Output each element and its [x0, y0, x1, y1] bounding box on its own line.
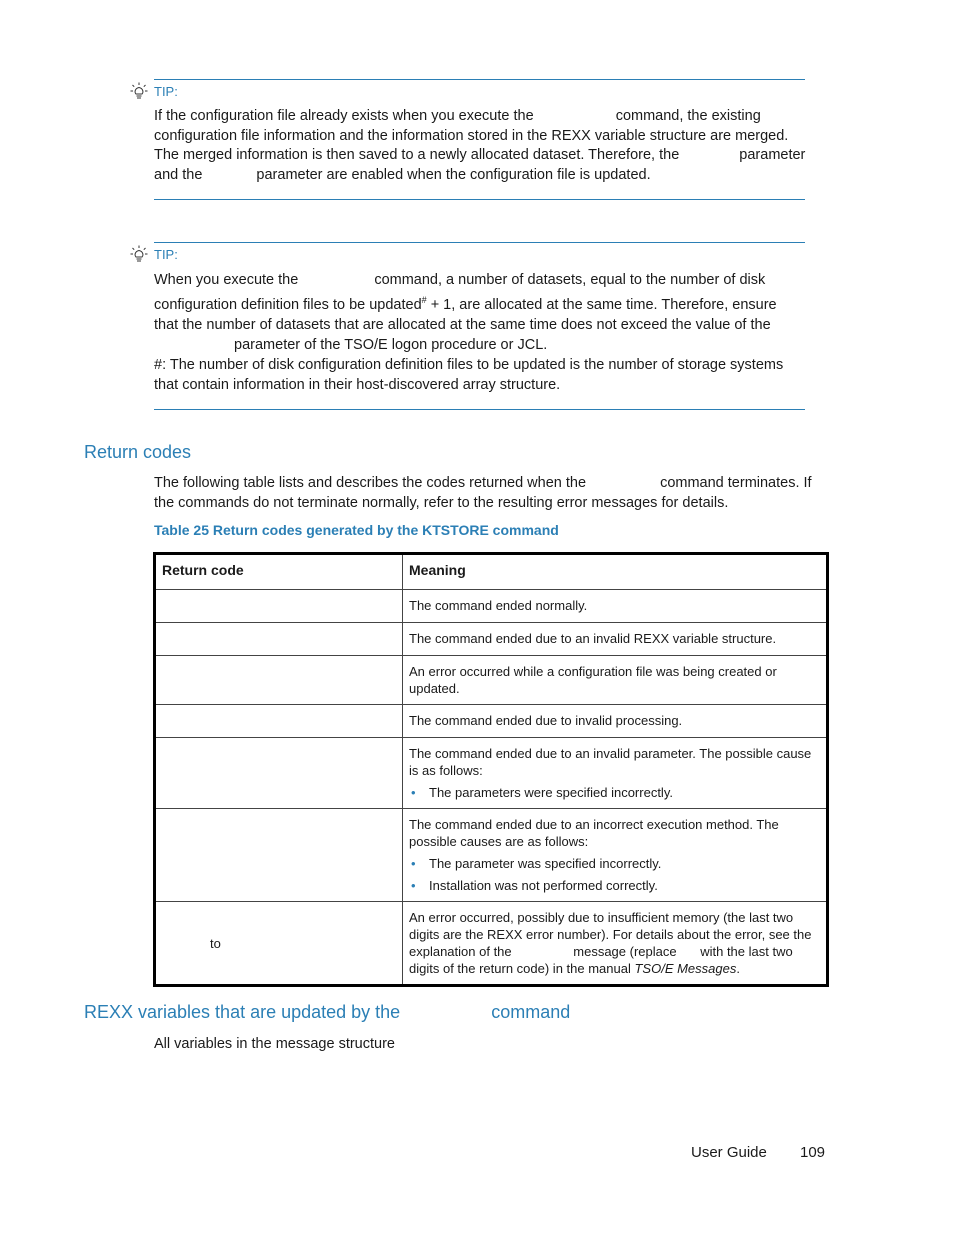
tip1-header: [130, 82, 178, 100]
rexx-heading: [84, 1002, 570, 1023]
tip2-text-b: command, a number of datasets, equal to the number of disk configuration definition files to be updated: [154, 272, 766, 313]
rexx-heading-b: command: [491, 1002, 571, 1022]
col-header-meaning: Meaning: [403, 554, 828, 590]
return-codes-table: [153, 552, 829, 987]
tip1-text-b: command, the existing configuration file information and the information stored in the REXX variable structure are merged. The merged information is then saved to a newly allocated dataset. Therefore, the: [154, 108, 789, 163]
meaning-cell: An error occurred while a configuration file was being created or updated.: [403, 656, 828, 705]
lightbulb-icon: [130, 245, 148, 263]
bullet-icon: •: [411, 785, 416, 800]
meaning-cell: The command ended due to an invalid REXX variable structure.: [403, 623, 828, 656]
meaning-text: The command ended due to an invalid parameter. The possible cause is as follows:: [409, 746, 812, 778]
list-item-text: The parameters were specified incorrectly.: [429, 785, 673, 800]
rexx-text: All variables in the message structure: [154, 1036, 395, 1052]
bullet-icon: •: [411, 878, 416, 893]
table-row: [155, 738, 828, 809]
table-row: [155, 902, 828, 986]
footer-page-number: 109: [800, 1144, 826, 1161]
tip1-bottom-rule: [154, 199, 805, 200]
return-codes-intro-a: The following table lists and describes the codes returned when the: [154, 475, 587, 491]
tip2-text-a: When you execute the: [154, 272, 299, 288]
tip2-header: [130, 245, 178, 263]
meaning-text-a: An error occurred, possibly due to insufficient memory (the last two digits are the REXX error number). For details about the error, see the explanation of the: [409, 910, 812, 959]
meaning-text-c: with the last two digits of the return code) in the manual: [409, 944, 793, 976]
tip2-top-rule: [154, 242, 805, 243]
return-code-cell: [155, 809, 403, 902]
table-row: [155, 809, 828, 902]
tip2-bottom-rule: [154, 409, 805, 410]
bullet-icon: •: [411, 856, 416, 871]
return-codes-heading: Return codes: [84, 442, 192, 462]
list-item-text: The parameter was specified incorrectly.: [429, 856, 662, 871]
return-code-cell: [155, 656, 403, 705]
tip1-text-c: parameter and the: [154, 147, 806, 183]
footer-guide: User Guide: [691, 1144, 767, 1161]
return-code-cell: [155, 738, 403, 809]
tip2-label: TIP:: [154, 246, 178, 262]
table-row: [155, 656, 828, 705]
list-item: [409, 784, 820, 801]
meaning-cell: [403, 902, 828, 986]
tip1-text-a: If the configuration file already exists when you execute the: [154, 108, 534, 124]
meaning-cell: [403, 738, 828, 809]
cause-list: [409, 855, 820, 894]
tip2-text-d: parameter of the TSO/E logon procedure or JCL.: [234, 336, 548, 353]
tip2-note: #: The number of disk configuration definition files to be updated is the number of storage systems that contain information in their host-discovered array structure.: [154, 357, 784, 393]
return-code-cell: [155, 902, 403, 986]
meaning-end: .: [736, 961, 740, 976]
list-item: [409, 855, 820, 872]
meaning-cell: The command ended due to invalid processing.: [403, 705, 828, 738]
list-item: [409, 877, 820, 894]
tip1-label: TIP:: [154, 83, 178, 99]
meaning-cell: The command ended normally.: [403, 590, 828, 623]
col-header-return-code: Return code: [155, 554, 403, 590]
tip2-text: [154, 270, 794, 355]
table-header-row: [155, 554, 828, 590]
tip1-top-rule: [154, 79, 805, 80]
rexx-heading-a: REXX variables that are updated by the: [84, 1002, 401, 1022]
tip1-text: [154, 107, 809, 185]
meaning-text-b: message (replace: [573, 944, 677, 959]
tip2-text-c: + 1, are allocated at the same time. Therefore, ensure that the number of datasets that are allocated at the same time does not exceed the value of the: [154, 296, 777, 333]
manual-title: TSO/E Messages: [634, 961, 737, 976]
table-row: [155, 590, 828, 623]
return-code-cell: [155, 623, 403, 656]
lightbulb-icon: [130, 82, 148, 100]
table-row: [155, 705, 828, 738]
list-item-text: Installation was not performed correctly.: [429, 878, 658, 893]
return-code-cell: [155, 590, 403, 623]
meaning-text: The command ended due to an incorrect execution method. The possible causes are as follows:: [409, 817, 779, 849]
meaning-cell: [403, 809, 828, 902]
return-code-cell: [155, 705, 403, 738]
return-code-range: to: [210, 935, 221, 951]
tip2-sup: #: [421, 295, 427, 305]
return-codes-intro: [154, 474, 826, 513]
cause-list: [409, 784, 820, 801]
table-row: [155, 623, 828, 656]
return-codes-intro-b: command terminates. If the commands do not terminate normally, refer to the resulting error messages for details.: [154, 475, 812, 511]
table-caption: Table 25 Return codes generated by the KTSTORE command: [154, 522, 559, 538]
tip1-text-d: parameter are enabled when the configuration file is updated.: [256, 166, 651, 183]
